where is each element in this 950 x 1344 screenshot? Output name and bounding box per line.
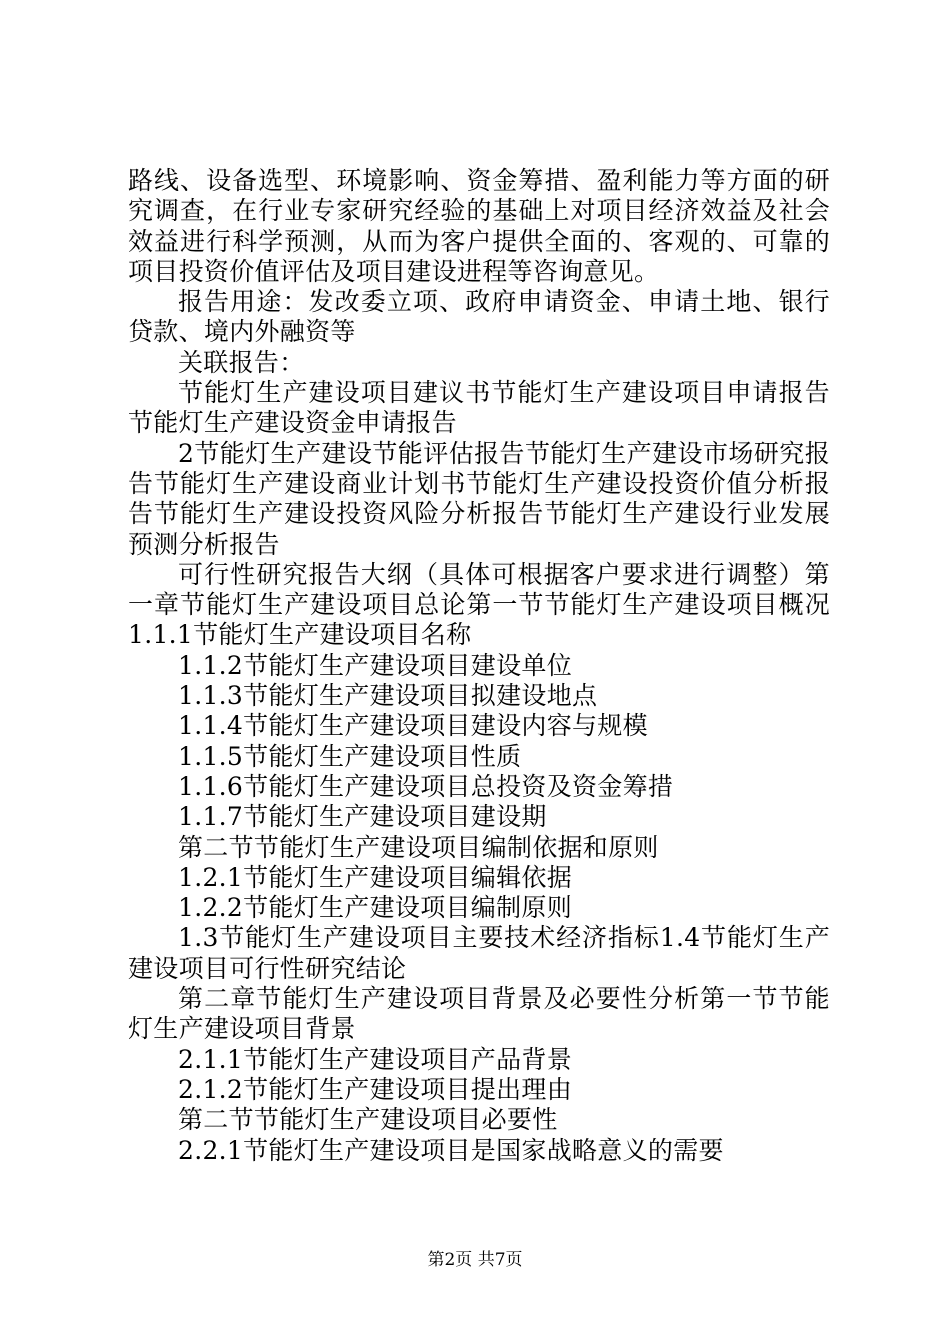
paragraph: 1.3节能灯生产建设项目主要技术经济指标1.4节能灯生产建设项目可行性研究结论	[128, 923, 830, 983]
paragraph: 1.2.1节能灯生产建设项目编辑依据	[178, 862, 573, 892]
paragraph: 1.1.6节能灯生产建设项目总投资及资金筹措	[178, 771, 674, 801]
page-number-footer: 第2页 共7页	[427, 1250, 523, 1270]
paragraph: 1.2.2节能灯生产建设项目编制原则	[178, 893, 573, 923]
paragraph: 2节能灯生产建设节能评估报告节能灯生产建设市场研究报告节能灯生产建设商业计划书节能灯生产建设投资价值分析报告节能灯生产建设投资风险分析报告节能灯生产建设行业发展预测分析报告	[128, 438, 830, 559]
paragraph: 2.2.1节能灯生产建设项目是国家战略意义的需要	[178, 1135, 724, 1165]
paragraph: 2.1.1节能灯生产建设项目产品背景	[178, 1044, 573, 1074]
paragraph: 报告用途：发改委立项、政府申请资金、申请土地、银行贷款、境内外融资等	[128, 287, 830, 347]
paragraph: 2.1.2节能灯生产建设项目提出理由	[178, 1074, 573, 1104]
paragraph: 第二节节能灯生产建设项目必要性	[178, 1105, 558, 1135]
paragraph: 1.1.4节能灯生产建设项目建设内容与规模	[178, 711, 648, 741]
paragraph: 关联报告：	[178, 347, 305, 377]
paragraph: 1.1.5节能灯生产建设项目性质	[178, 741, 522, 771]
paragraph: 路线、设备选型、环境影响、资金筹措、盈利能力等方面的研究调查，在行业专家研究经验的基础上对项目经济效益及社会效益进行科学预测，从而为客户提供全面的、客观的、可靠的项目投资价值评估及项目建设进程等咨询意见。	[128, 166, 830, 286]
paragraph: 第二章节能灯生产建设项目背景及必要性分析第一节节能灯生产建设项目背景	[128, 984, 830, 1044]
paragraph: 1.1.3节能灯生产建设项目拟建设地点	[178, 681, 598, 711]
paragraph: 1.1.2节能灯生产建设项目建设单位	[178, 650, 573, 680]
paragraph: 可行性研究报告大纲（具体可根据客户要求进行调整）第一章节能灯生产建设项目总论第一节节能灯生产建设项目概况1.1.1节能灯生产建设项目名称	[128, 559, 830, 650]
paragraph: 1.1.7节能灯生产建设项目建设期	[178, 802, 547, 832]
paragraph: 第二节节能灯生产建设项目编制依据和原则	[178, 832, 659, 862]
body-text	[128, 166, 830, 1166]
paragraph: 节能灯生产建设项目建议书节能灯生产建设项目申请报告节能灯生产建设资金申请报告	[128, 378, 830, 438]
